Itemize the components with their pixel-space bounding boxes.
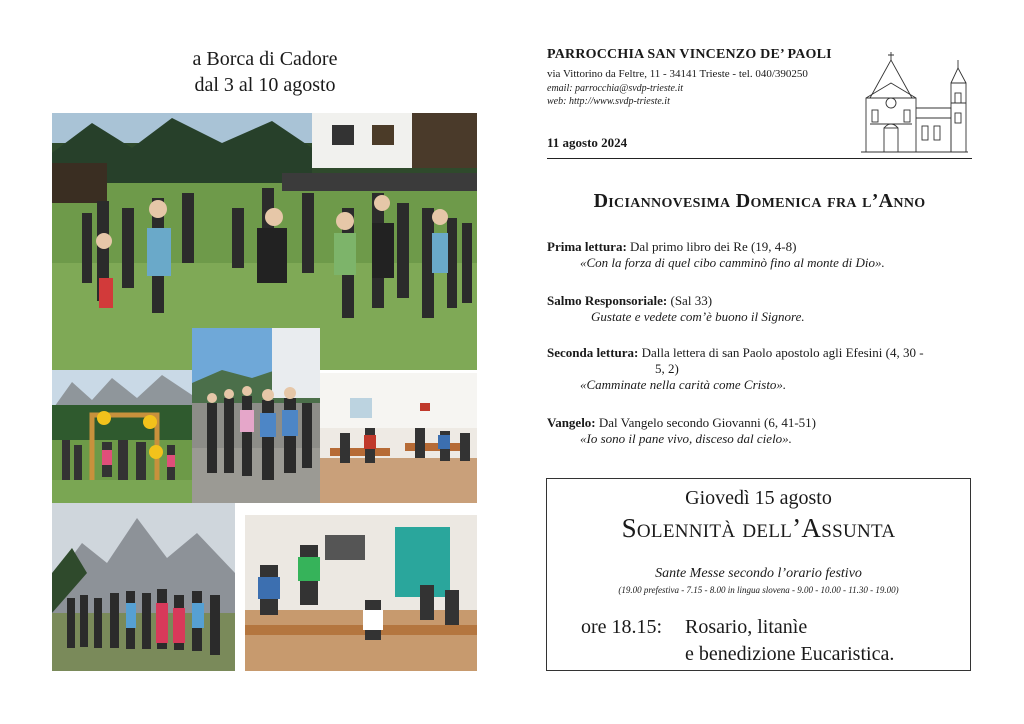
feast-masses: Sante Messe secondo l’orario festivo: [655, 566, 862, 581]
reading-first: [547, 239, 977, 271]
reading-source: (Sal 33): [670, 293, 713, 308]
header-divider: [547, 158, 972, 159]
photo-classroom: [245, 515, 477, 671]
reading-source: Dal Vangelo secondo Giovanni (6, 41-51): [598, 415, 816, 430]
church-illustration-icon: [856, 48, 974, 156]
feast-day: Giovedì 15 agosto: [685, 487, 832, 509]
photo-mountain-hike: [52, 503, 235, 671]
feast-event-time: ore 18.15:: [581, 616, 663, 638]
feast-event-line2: e benedizione Eucaristica.: [685, 643, 895, 665]
feast-title: Solennità dell’Assunta: [621, 513, 896, 543]
feast-event-line1: Rosario, litanìe: [685, 616, 808, 638]
reading-quote: «Con la forza di quel cibo camminò fino al monte di Dio».: [580, 255, 885, 270]
reading-label: Salmo Responsoriale:: [547, 293, 668, 308]
parish-email: email: parrocchia@svdp-trieste.it: [547, 83, 684, 94]
reading-quote: «Io sono il pane vivo, disceso dal cielo».: [580, 431, 792, 446]
issue-date: 11 agosto 2024: [547, 135, 628, 150]
parish-name: PARROCCHIA SAN VINCENZO DE’ PAOLI: [547, 47, 832, 62]
reading-second: [547, 345, 977, 393]
photo-sunflower-frame: [52, 370, 192, 503]
sunday-title: Diciannovesima Domenica fra l’Anno: [593, 190, 926, 212]
reading-quote: «Camminate nella carità come Cristo».: [580, 377, 787, 392]
photo-hikers-road: [192, 328, 320, 503]
trip-location: a Borca di Cadore: [192, 48, 338, 70]
parish-web: web: http://www.svdp-trieste.it: [547, 96, 670, 107]
reading-label: Seconda lettura:: [547, 345, 639, 360]
reading-psalm: [547, 293, 977, 325]
reading-label: Vangelo:: [547, 415, 596, 430]
trip-heading: [120, 46, 410, 98]
parish-address: via Vittorino da Feltre, 11 - 34141 Trieste - tel. 040/390250: [547, 68, 808, 80]
feast-mass-times: (19.00 prefestiva - 7.15 - 8.00 in lingua slovena - 9.00 - 10.00 - 11.30 - 19.00): [618, 585, 899, 595]
reading-label: Prima lettura:: [547, 239, 627, 254]
feast-announcement-box: [546, 478, 971, 671]
trip-dates: dal 3 al 10 agosto: [194, 74, 336, 96]
photo-dining-hall: [320, 373, 477, 503]
reading-source-continued: 5, 2): [655, 361, 679, 376]
reading-gospel: [547, 415, 977, 447]
reading-source: Dalla lettera di san Paolo apostolo agli Efesini (4, 30 -: [641, 345, 924, 360]
reading-quote: Gustate e vedete com’è buono il Signore.: [591, 309, 805, 324]
reading-source: Dal primo libro dei Re (19, 4-8): [630, 239, 797, 254]
